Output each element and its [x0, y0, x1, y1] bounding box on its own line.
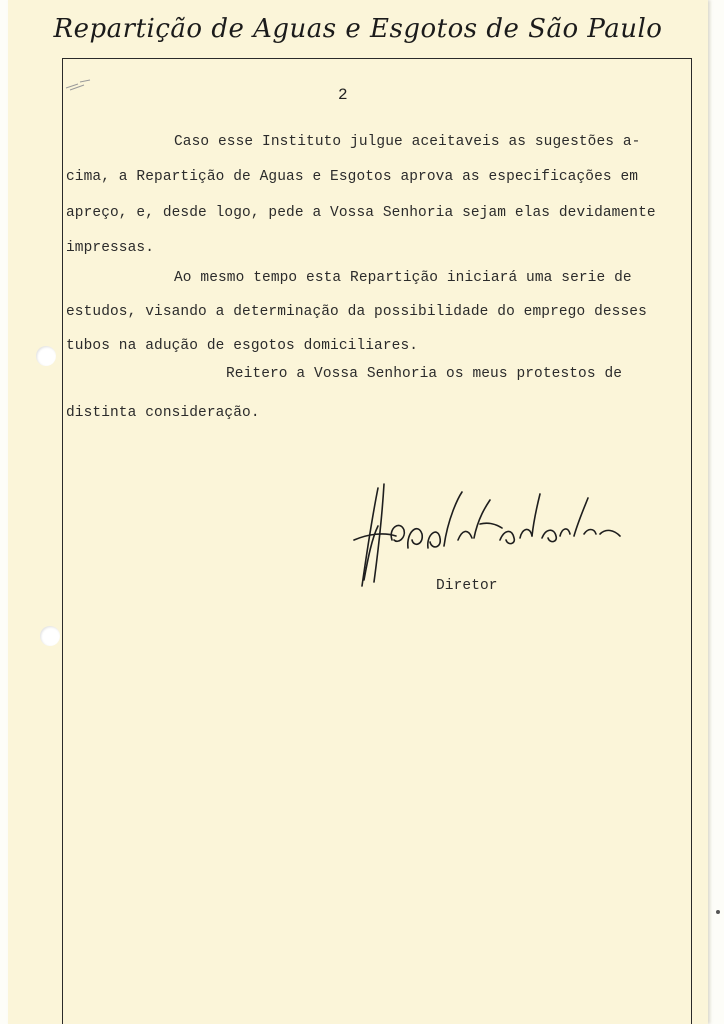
punch-hole — [40, 626, 60, 646]
punch-hole — [36, 346, 56, 366]
body-line: Ao mesmo tempo esta Repartição iniciará uma serie de — [174, 270, 632, 286]
signatory-role: Diretor — [436, 578, 498, 594]
pencil-mark — [64, 78, 94, 92]
page-number: 2 — [338, 86, 348, 104]
scan-speck — [716, 910, 720, 914]
handwritten-signature — [348, 478, 628, 593]
body-line: tubos na adução de esgotos domiciliares. — [66, 338, 419, 354]
body-line: Caso esse Instituto julgue aceitaveis as sugestões a- — [174, 134, 641, 150]
body-line: estudos, visando a determinação da possibilidade do emprego desses — [66, 304, 647, 320]
letterhead-title: Repartição de Aguas e Esgotos de São Paulo — [53, 14, 663, 44]
body-line: distinta consideração. — [66, 405, 260, 421]
letter-page — [8, 0, 708, 1024]
body-line: cima, a Repartição de Aguas e Esgotos aprova as especificações em — [66, 169, 639, 185]
body-line: Reitero a Vossa Senhoria os meus protestos de — [226, 366, 623, 382]
body-line: impressas. — [66, 240, 155, 256]
body-line: apreço, e, desde logo, pede a Vossa Senhoria sejam elas devidamente — [66, 205, 656, 221]
